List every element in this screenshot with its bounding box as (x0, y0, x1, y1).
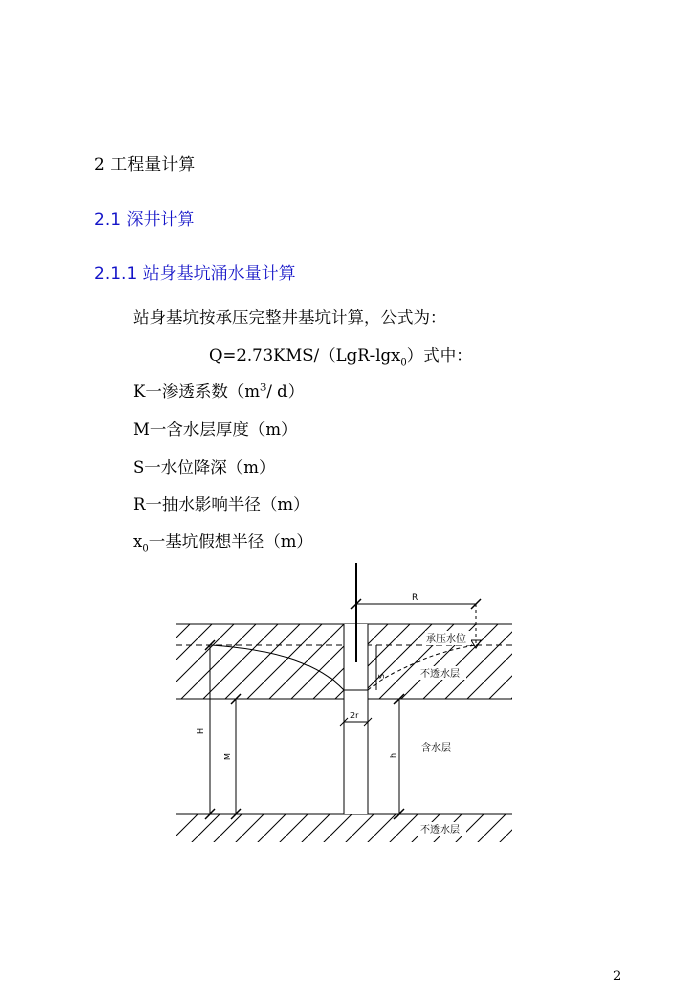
definition-x0-text: 一基坑假想半径（m） (148, 532, 313, 551)
heading-section-2: 2 工程量计算 (94, 155, 196, 175)
heading-section-2-1: 2.1 深井计算 (94, 210, 195, 230)
definition-r: R一抽水影响半径（m） (133, 495, 310, 514)
impermeable-top-label: 不透水层 (420, 669, 460, 680)
intro-paragraph: 站身基坑按承压完整井基坑计算，公式为： (133, 308, 447, 327)
heading-section-2-1-1: 2.1.1 站身基坑涌水量计算 (94, 264, 296, 284)
definition-x0-var: x (133, 532, 143, 551)
formula-subscript: 0 (400, 357, 407, 369)
definition-s: S一水位降深（m） (133, 458, 276, 477)
h-label: H (196, 727, 205, 734)
formula-main: Q=2.73KMS/（LgR-lgx (209, 346, 401, 365)
definition-x0-subscript: 0 (142, 543, 149, 555)
s-label: S (377, 673, 386, 679)
definition-m: M一含水层厚度（m） (133, 420, 298, 439)
water-level-label: 承压水位 (426, 634, 466, 645)
aquifer-label: 含水层 (421, 743, 451, 754)
r-label: R (412, 593, 419, 603)
impermeable-bottom-label: 不透水层 (420, 825, 460, 836)
rw-label: 2r (350, 711, 359, 720)
formula-tail: ）式中： (406, 346, 473, 365)
m-label: M (223, 753, 232, 760)
definition-k-superscript: 3 (259, 382, 267, 394)
h-small-label: h (389, 752, 398, 758)
definition-k-text: K一渗透系数（m (133, 382, 260, 401)
definition-k-tail: / d） (266, 382, 305, 401)
page-number: 2 (613, 969, 622, 984)
